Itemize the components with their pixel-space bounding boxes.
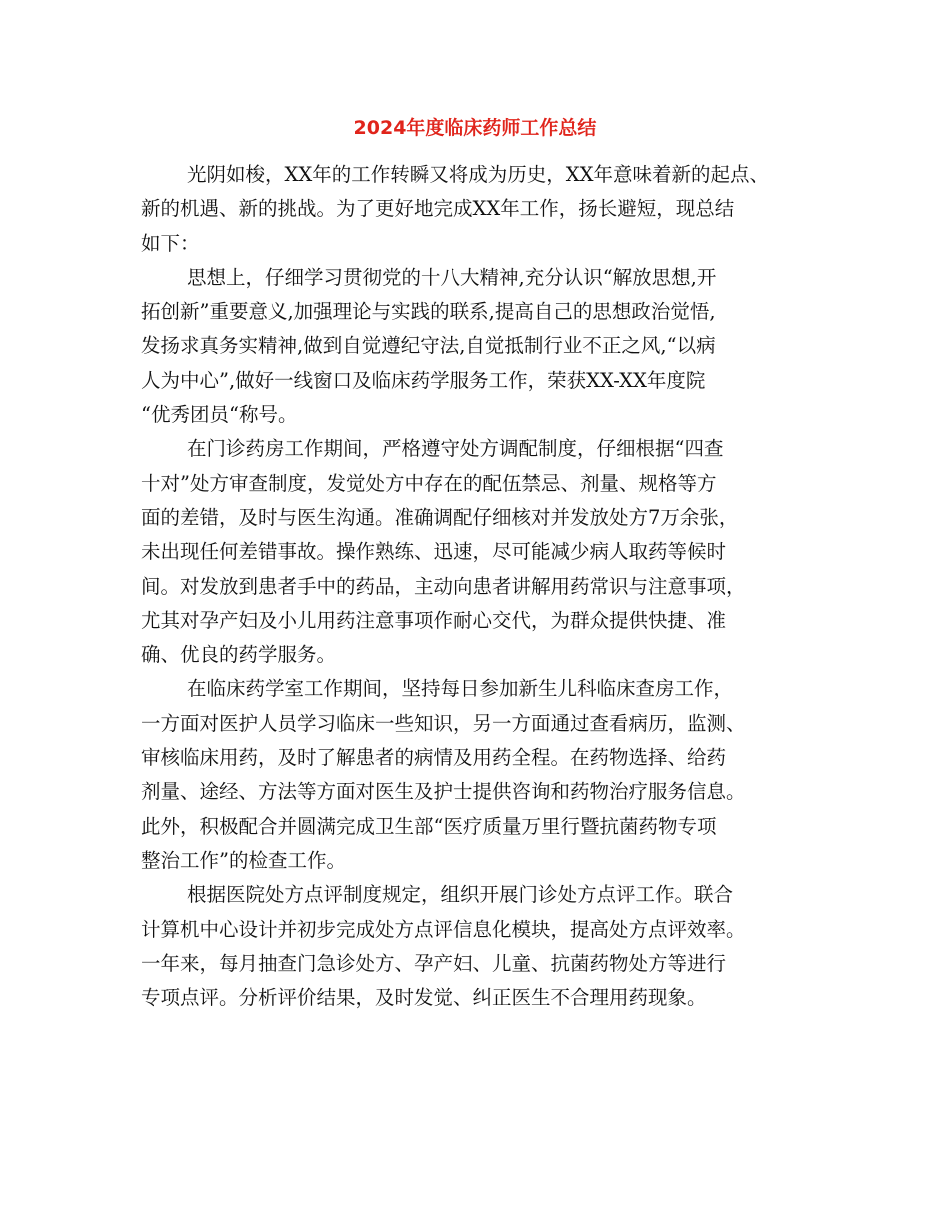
text-line: 新的机遇、新的挑战。为了更好地完成XX年工作，扬长避短，现总结 [141,197,735,221]
document-title: 2024年度临床药师工作总结 [353,117,597,139]
text-line: 拓创新”重要意义,加强理论与实践的联系,提高自己的思想政治觉悟, [141,300,716,324]
text-line: 未出现任何差错事故。操作熟练、迅速，尽可能减少病人取药等候时 [141,540,727,564]
text-line: 一方面对医护人员学习临床一些知识，另一方面通过查看病历，监测、 [141,711,746,735]
text-line: 如下： [141,231,200,255]
text-line: 面的差错，及时与医生沟通。准确调配仔细核对并发放处方7万余张， [141,505,739,529]
text-line: 根据医院处方点评制度规定，组织开展门诊处方点评工作。联合 [187,883,734,907]
text-line: 此外，积极配合并圆满完成卫生部“医疗质量万里行暨抗菌药物专项 [141,814,717,838]
text-line: 光阴如梭，XX年的工作转瞬又将成为历史，XX年意味着新的起点、 [187,163,770,186]
text-line: 整治工作”的检查工作。 [141,848,346,872]
text-line: 专项点评。分析评价结果，及时发觉、纠正医生不合理用药现象。 [141,986,707,1010]
text-line: 剂量、途经、方法等方面对医生及护士提供咨询和药物治疗服务信息。 [141,780,746,804]
text-line: “优秀团员“称号。 [141,403,298,427]
document-body [141,158,821,1015]
text-line: 思想上，仔细学习贯彻党的十八大精神,充分认识“解放思想,开 [187,265,717,289]
text-line: 一年来，每月抽查门急诊处方、孕产妇、儿童、抗菌药物处方等进行 [141,951,727,975]
text-line: 审核临床用药，及时了解患者的病情及用药全程。在药物选择、给药 [141,746,727,770]
text-line: 尤其对孕产妇及小儿用药注意事项作耐心交代，为群众提供快捷、准 [141,608,727,632]
text-line: 人为中心”,做好一线窗口及临床药学服务工作，荣获XX-XX年度院 [141,368,706,392]
text-line: 十对”处方审查制度，发觉处方中存在的配伍禁忌、剂量、规格等方 [141,471,717,495]
text-line: 发扬求真务实精神,做到自觉遵纪守法,自觉抵制行业不正之风,“以病 [141,334,716,358]
text-line: 在临床药学室工作期间，坚持每日参加新生儿科临床查房工作， [187,677,734,701]
text-line: 确、优良的药学服务。 [141,643,337,667]
text-line: 在门诊药房工作期间，严格遵守处方调配制度，仔细根据“四查 [187,437,724,461]
text-line: 计算机中心设计并初步完成处方点评信息化模块，提高处方点评效率。 [141,917,746,941]
text-line: 间。对发放到患者手中的药品，主动向患者讲解用药常识与注意事项， [141,574,746,598]
